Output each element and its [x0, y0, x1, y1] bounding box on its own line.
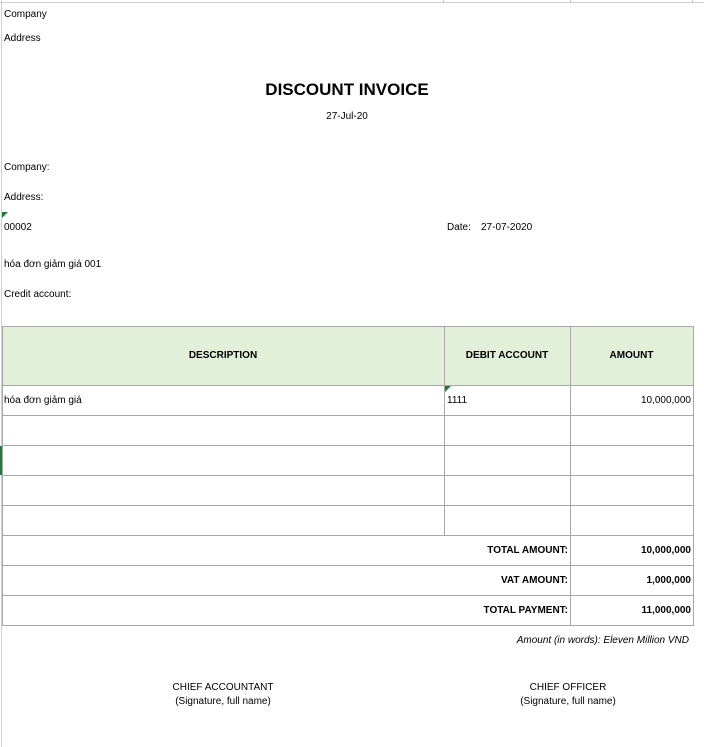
grid-line	[693, 326, 694, 626]
date-value[interactable]: 27-07-2020	[481, 222, 533, 233]
chief-officer-title[interactable]: CHIEF OFFICER	[529, 682, 607, 693]
selected-cell-indicator	[0, 446, 2, 475]
sender-address-label[interactable]: Address	[4, 33, 41, 44]
grid-line	[2, 385, 694, 386]
sender-company-label[interactable]: Company	[4, 9, 47, 20]
chief-officer-note[interactable]: (Signature, full name)	[520, 696, 616, 707]
grid-line	[2, 326, 694, 327]
row-1-description[interactable]: hóa đơn giảm giá	[4, 395, 82, 406]
grid-line	[2, 445, 694, 446]
vat-amount-value[interactable]: 1,000,000	[646, 575, 691, 586]
grid-line	[2, 625, 694, 626]
chief-accountant-note[interactable]: (Signature, full name)	[175, 696, 271, 707]
column-tick	[570, 0, 571, 3]
column-header-debit-account[interactable]: DEBIT ACCOUNT	[465, 350, 549, 361]
total-amount-label[interactable]: TOTAL AMOUNT:	[487, 545, 568, 556]
row-1-amount[interactable]: 10,000,000	[640, 395, 691, 406]
invoice-number[interactable]: 00002	[4, 222, 32, 233]
grid-line	[2, 565, 694, 566]
chief-accountant-title[interactable]: CHIEF ACCOUNTANT	[172, 682, 274, 693]
invoice-date[interactable]: 27-Jul-20	[326, 111, 368, 122]
date-label[interactable]: Date:	[447, 222, 471, 233]
amount-in-words[interactable]: Amount (in words): Eleven Million VND	[516, 635, 689, 646]
grid-line	[2, 595, 694, 596]
column-header-description[interactable]: DESCRIPTION	[188, 350, 258, 361]
row-1-debit-account[interactable]: 1111	[447, 395, 468, 406]
invoice-title[interactable]: DISCOUNT INVOICE	[265, 80, 429, 99]
grid-line	[570, 326, 571, 626]
cell-comment-marker	[2, 212, 8, 218]
column-tick	[692, 0, 693, 3]
grid-line	[2, 326, 3, 626]
credit-account-label[interactable]: Credit account:	[4, 289, 72, 300]
recipient-address-label[interactable]: Address:	[4, 192, 44, 203]
grid-line	[2, 535, 694, 536]
invoice-reference[interactable]: hóa đơn giảm giá 001	[4, 259, 102, 270]
total-amount-value[interactable]: 10,000,000	[640, 545, 691, 556]
column-header-amount[interactable]: AMOUNT	[609, 350, 654, 361]
grid-line	[2, 415, 694, 416]
grid-line	[2, 475, 694, 476]
grid-line	[2, 505, 694, 506]
total-payment-label[interactable]: TOTAL PAYMENT:	[483, 605, 568, 616]
total-payment-value[interactable]: 11,000,000	[641, 605, 691, 616]
sheet-top-border	[0, 2, 704, 3]
vat-amount-label[interactable]: VAT AMOUNT:	[500, 575, 568, 586]
cell-comment-marker	[445, 386, 451, 392]
recipient-company-label[interactable]: Company:	[4, 162, 50, 173]
column-tick	[443, 0, 444, 3]
